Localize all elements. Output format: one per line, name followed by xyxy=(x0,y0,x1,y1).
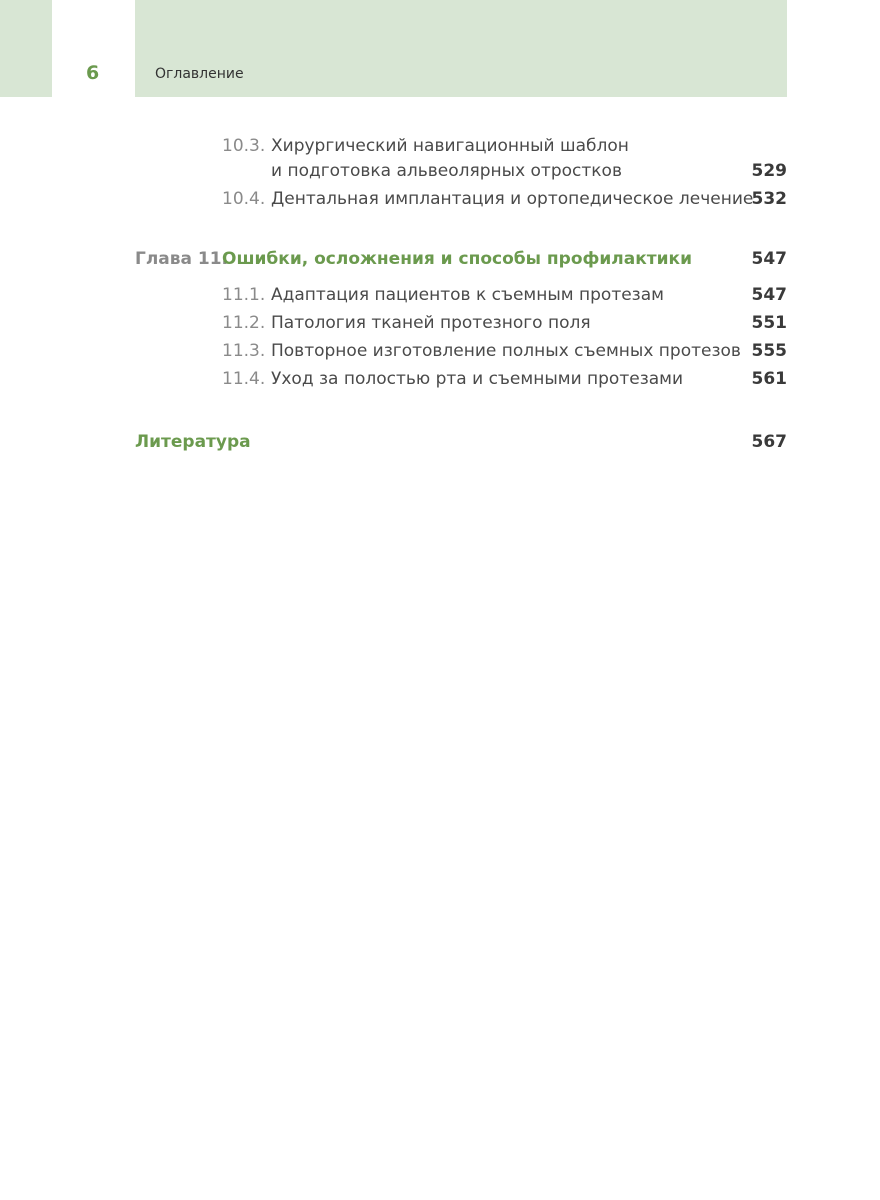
section-number: 11.3. xyxy=(222,341,266,361)
running-title: Оглавление xyxy=(155,66,244,82)
page-ref: 567 xyxy=(751,432,787,452)
section-title-line2: и подготовка альвеолярных отростков xyxy=(271,161,622,181)
page-ref: 551 xyxy=(751,313,787,333)
section-title: Патология тканей протезного поля xyxy=(271,313,591,333)
page-ref: 529 xyxy=(751,161,787,181)
section-number: 11.4. xyxy=(222,369,266,389)
chapter-title: Ошибки, осложнения и способы профилактики xyxy=(222,249,692,269)
section-number: 10.4. xyxy=(222,189,266,209)
header-band-left xyxy=(0,0,52,97)
section-title: Повторное изготовление полных съемных протезов xyxy=(271,341,741,361)
page-number: 6 xyxy=(86,62,100,84)
section-title: Уход за полостью рта и съемными протезами xyxy=(271,369,684,389)
page-ref: 561 xyxy=(751,369,787,389)
chapter-label: Глава 11. xyxy=(135,249,229,269)
section-number: 11.2. xyxy=(222,313,266,333)
header-band-right xyxy=(135,0,787,97)
page-ref: 555 xyxy=(751,341,787,361)
page-ref: 547 xyxy=(751,249,787,269)
section-title: Адаптация пациентов к съемным протезам xyxy=(271,285,664,305)
section-number: 11.1. xyxy=(222,285,266,305)
section-title-line1: Хирургический навигационный шаблон xyxy=(271,136,629,156)
section-number: 10.3. xyxy=(222,136,266,156)
literature-title: Литература xyxy=(135,432,251,452)
page-ref: 547 xyxy=(751,285,787,305)
section-title: Дентальная имплантация и ортопедическое лечение xyxy=(271,189,754,209)
page-ref: 532 xyxy=(751,189,787,209)
